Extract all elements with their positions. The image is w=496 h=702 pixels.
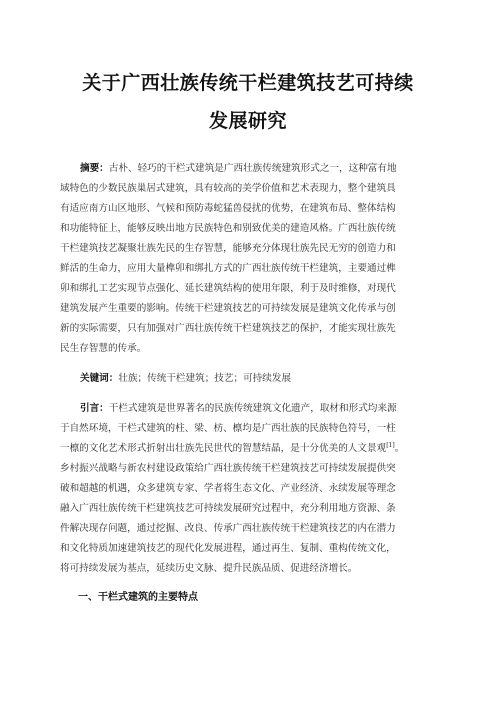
introduction-line-8: 和文化特质加速建筑技艺的现代化发展进程，通过再生、复制、重构传统文化， — [60, 543, 396, 554]
abstract-line-8: 建筑发展产生重要的影响。传统干栏建筑技艺的可持续发展是建筑文化传承与创 — [60, 303, 396, 314]
introduction-line-4: 乡村振兴战略与新农村建设政策给广西壮族传统干栏建筑技艺可持续发展提供突 — [60, 463, 396, 474]
section-1-heading: 一、干栏式建筑的主要特点 — [78, 592, 198, 603]
keywords-text: 壮族；传统干栏建筑；技艺；可持续发展 — [118, 373, 292, 384]
document-title-line-1: 关于广西壮族传统干栏建筑技艺可持续 — [82, 72, 414, 94]
abstract-line-6: 鲜活的生命力，应用大量榫卯和绑扎方式的广西壮族传统干栏建筑，主要通过榫 — [60, 263, 396, 274]
abstract-line-1: 摘要：古朴、轻巧的干栏式建筑是广西壮族传统建筑形式之一，这种富有地 — [80, 163, 397, 174]
introduction-line-1: 引言：干栏式建筑是世界著名的民族传统建筑文化遗产，取材和形式均来源 — [80, 403, 397, 414]
document-title-line-2: 发展研究 — [208, 110, 287, 132]
introduction-label: 引言： — [80, 403, 109, 414]
abstract-line-7: 卯和绑扎工艺实现节点强化、延长建筑结构的使用年限，利于及时维修，对现代 — [60, 283, 396, 294]
introduction-line-9: 将可持续发展为基点，延续历史文脉、提升民族品质、促进经济增长。 — [60, 563, 358, 574]
introduction-line-3: 一檩的文化艺术形式折射出壮族先民世代的智慧结晶，是十分优美的人文景观[1]。 — [60, 441, 405, 454]
introduction-line-5: 破和超越的机遇，众多建筑专家、学者将生态文化、产业经济、永续发展等理念 — [60, 483, 396, 494]
citation-marker: [1] — [386, 441, 395, 449]
abstract-line-5: 干栏建筑技艺凝聚壮族先民的生存智慧，能够充分体现壮族先民无穷的创造力和 — [60, 243, 396, 254]
abstract-line-4: 和功能特征上，能够反映出地方民族特色和别致优美的建造风格。广西壮族传统 — [60, 223, 396, 234]
abstract-line-9: 新的实际需要，只有加强对广西壮族传统干栏建筑技艺的保护，才能实现壮族先 — [60, 323, 396, 334]
introduction-line-7: 件解决现存问题，通过挖掘、改良、传承广西壮族传统干栏建筑技艺的内在潜力 — [60, 523, 396, 534]
introduction-line-6: 融入广西壮族传统干栏建筑技艺可持续发展研究过程中，充分利用地方资源、条 — [60, 503, 396, 514]
keywords-label: 关键词： — [80, 373, 119, 384]
abstract-line-3: 有适应南方山区地形、气候和预防毒蛇猛兽侵扰的优势，在建筑布局、整体结构 — [60, 203, 396, 214]
abstract-line-10: 民生存智慧的传承。 — [60, 343, 147, 354]
keywords-line — [60, 372, 436, 386]
abstract-line-2: 域特色的少数民族巢居式建筑，具有较高的美学价值和艺术表现力，整个建筑具 — [60, 183, 396, 194]
abstract-label: 摘要： — [80, 163, 109, 174]
introduction-line-2: 于自然环境，干栏式建筑的柱、梁、枋、檩均是广西壮族的民族特色符号，一柱 — [60, 423, 396, 434]
